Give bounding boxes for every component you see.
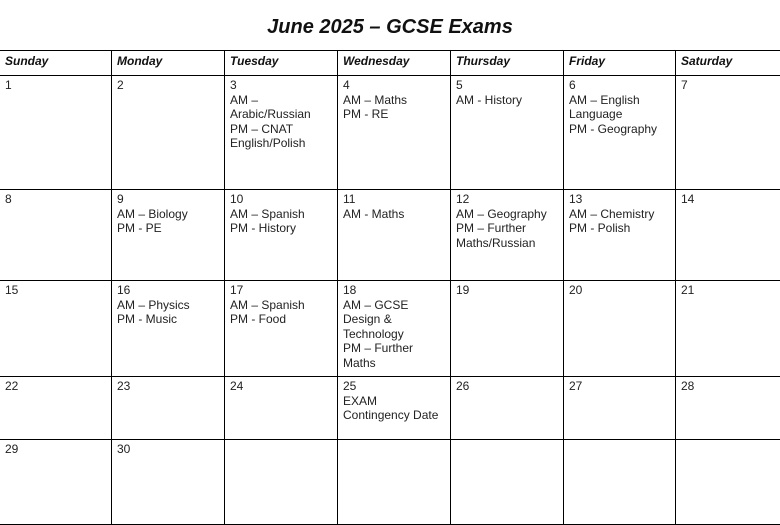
day-number: 9 <box>117 192 219 207</box>
day-cell <box>451 440 564 525</box>
week-row <box>0 190 780 281</box>
day-number: 26 <box>456 379 558 394</box>
day-number: 1 <box>5 78 106 93</box>
exam-entry-line: PM - Geography <box>569 122 670 137</box>
exam-entry-line: Language <box>569 107 670 122</box>
day-number: 20 <box>569 283 670 298</box>
weekday-header-row <box>0 51 780 76</box>
exam-entry-line: AM – Spanish <box>230 298 332 313</box>
day-cell <box>451 190 564 281</box>
exam-entry-line: AM - Maths <box>343 207 445 222</box>
weekday-header-thursday: Thursday <box>451 51 564 76</box>
day-number: 11 <box>343 192 445 207</box>
exam-entry-line: Maths/Russian <box>456 236 558 251</box>
day-number: 8 <box>5 192 106 207</box>
day-number: 7 <box>681 78 777 93</box>
exam-entry-line: Technology <box>343 327 445 342</box>
day-cell <box>564 190 676 281</box>
day-cell <box>338 440 451 525</box>
day-cell <box>564 440 676 525</box>
weekday-header-sunday: Sunday <box>0 51 112 76</box>
day-number: 5 <box>456 78 558 93</box>
day-number: 15 <box>5 283 106 298</box>
day-cell <box>225 440 338 525</box>
calendar-grid <box>0 50 780 525</box>
day-number: 17 <box>230 283 332 298</box>
day-cell <box>0 190 112 281</box>
day-number: 18 <box>343 283 445 298</box>
day-cell <box>0 281 112 377</box>
day-cell <box>338 76 451 190</box>
week-row <box>0 440 780 525</box>
day-cell <box>0 440 112 525</box>
day-number: 22 <box>5 379 106 394</box>
day-number: 2 <box>117 78 219 93</box>
exam-entry-line: PM – CNAT <box>230 122 332 137</box>
day-number: 14 <box>681 192 777 207</box>
day-cell <box>564 281 676 377</box>
exam-entry-line: AM – GCSE <box>343 298 445 313</box>
exam-entry-line: AM – Maths <box>343 93 445 108</box>
exam-entry-line: PM – Further <box>343 341 445 356</box>
day-cell <box>676 190 780 281</box>
exam-entry-line: PM - Food <box>230 312 332 327</box>
exam-entry-line: AM – Biology <box>117 207 219 222</box>
day-number: 12 <box>456 192 558 207</box>
exam-entry-line: AM - History <box>456 93 558 108</box>
exam-entry-line: Maths <box>343 356 445 371</box>
weekday-header-saturday: Saturday <box>676 51 780 76</box>
day-cell <box>338 377 451 440</box>
calendar-body <box>0 76 780 525</box>
exam-entry-line: AM – English <box>569 93 670 108</box>
exam-entry-line: PM - Polish <box>569 221 670 236</box>
exam-entry-line: Arabic/Russian <box>230 107 332 122</box>
day-number: 23 <box>117 379 219 394</box>
weekday-header-wednesday: Wednesday <box>338 51 451 76</box>
day-cell <box>451 76 564 190</box>
day-cell <box>676 440 780 525</box>
weekday-header-tuesday: Tuesday <box>225 51 338 76</box>
day-cell <box>112 440 225 525</box>
day-number: 6 <box>569 78 670 93</box>
day-cell <box>0 377 112 440</box>
day-number: 28 <box>681 379 777 394</box>
day-number: 19 <box>456 283 558 298</box>
day-cell <box>676 377 780 440</box>
exam-entry-line: AM – Geography <box>456 207 558 222</box>
day-number: 27 <box>569 379 670 394</box>
week-row <box>0 377 780 440</box>
day-number: 13 <box>569 192 670 207</box>
day-cell <box>112 190 225 281</box>
day-number: 24 <box>230 379 332 394</box>
exam-entry-line: English/Polish <box>230 136 332 151</box>
day-cell <box>112 76 225 190</box>
day-cell <box>0 76 112 190</box>
day-cell <box>338 281 451 377</box>
day-number: 29 <box>5 442 106 457</box>
exam-entry-line: AM – Physics <box>117 298 219 313</box>
day-cell <box>225 377 338 440</box>
day-number: 16 <box>117 283 219 298</box>
day-cell <box>112 377 225 440</box>
day-number: 4 <box>343 78 445 93</box>
day-cell <box>338 190 451 281</box>
day-cell <box>451 377 564 440</box>
exam-entry-line: PM - History <box>230 221 332 236</box>
week-row <box>0 76 780 190</box>
day-cell <box>564 377 676 440</box>
weekday-header-friday: Friday <box>564 51 676 76</box>
exam-entry-line: PM - RE <box>343 107 445 122</box>
exam-entry-line: EXAM <box>343 394 445 409</box>
weekday-header-monday: Monday <box>112 51 225 76</box>
day-number: 10 <box>230 192 332 207</box>
day-cell <box>225 190 338 281</box>
day-cell <box>225 76 338 190</box>
exam-entry-line: PM – Further <box>456 221 558 236</box>
exam-entry-line: AM – Spanish <box>230 207 332 222</box>
exam-entry-line: PM - Music <box>117 312 219 327</box>
day-number: 30 <box>117 442 219 457</box>
week-row <box>0 281 780 377</box>
day-number: 25 <box>343 379 445 394</box>
day-cell <box>676 281 780 377</box>
day-number: 21 <box>681 283 777 298</box>
day-number: 3 <box>230 78 332 93</box>
exam-entry-line: Contingency Date <box>343 408 445 423</box>
exam-entry-line: AM – Chemistry <box>569 207 670 222</box>
exam-entry-line: AM – <box>230 93 332 108</box>
exam-entry-line: Design & <box>343 312 445 327</box>
day-cell <box>225 281 338 377</box>
day-cell <box>112 281 225 377</box>
exam-entry-line: PM - PE <box>117 221 219 236</box>
day-cell <box>451 281 564 377</box>
day-cell <box>676 76 780 190</box>
day-cell <box>564 76 676 190</box>
calendar-title: June 2025 – GCSE Exams <box>0 16 780 39</box>
